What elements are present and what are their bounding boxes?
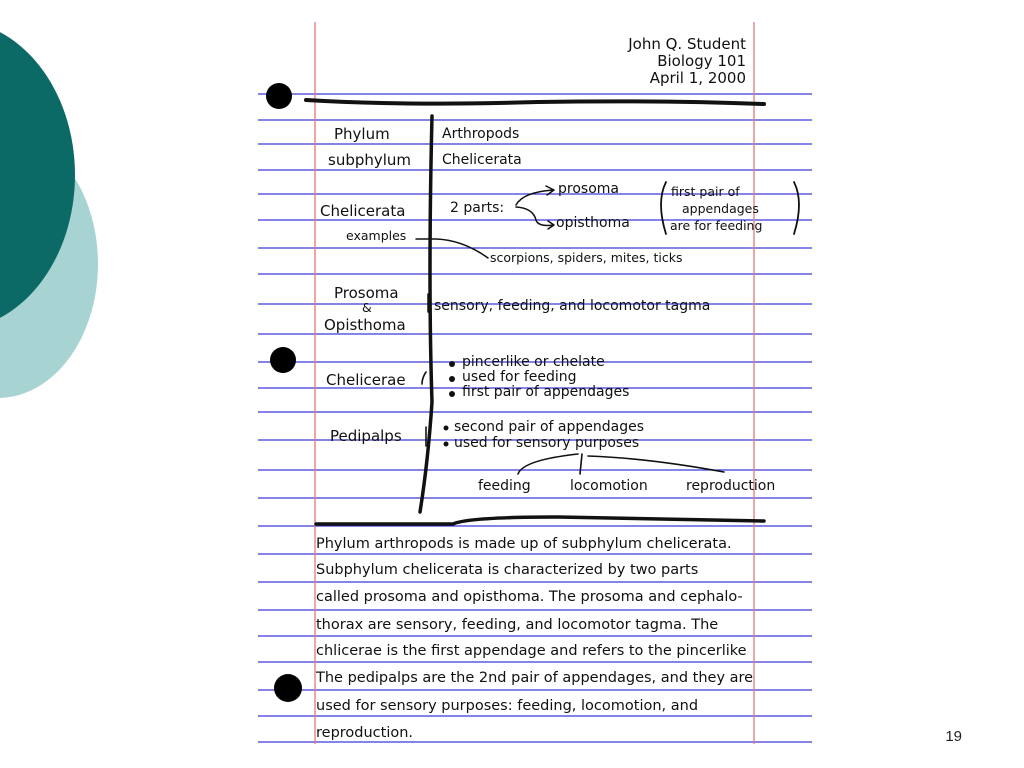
summary-line-5: chlicerae is the first appendage and refers to the pincerlike [316,643,747,659]
part-prosoma: prosoma [558,181,619,197]
label-opisthoma: Opisthoma [324,316,406,334]
summary-line-6: The pedipalps are the 2nd pair of appendages, and they are [316,670,754,686]
summary-line-4: thorax are sensory, feeding, and locomotor tagma. The [316,617,719,633]
label-phylum: Phylum [334,125,390,143]
use-feeding: feeding [478,478,531,494]
label-chelicerata: Chelicerata [320,202,406,220]
summary-line-1: Phylum arthropods is made up of subphylum chelicerata. [316,536,732,552]
note-two-parts: 2 parts: [450,200,505,216]
label-examples: examples [346,228,407,243]
slide-number: 19 [945,728,962,745]
summary-line-7: used for sensory purposes: feeding, locomotion, and [316,698,699,714]
bracket-note-1: first pair of [671,184,740,199]
use-locomotion: locomotion [570,478,648,494]
note-subphylum: Chelicerata [442,152,522,168]
chelicerae-bullet-1: pincerlike or chelate [462,354,605,370]
header-course: Biology 101 [657,52,746,70]
bracket-note-2: appendages [682,201,759,216]
note-tagma: sensory, feeding, and locomotor tagma [434,298,711,314]
summary-line-3: called prosoma and opisthoma. The prosoma and cephalo- [316,589,743,605]
summary-line-2: Subphylum chelicerata is characterized by two parts [316,562,699,578]
label-ampersand: & [362,300,372,315]
label-prosoma: Prosoma [334,284,399,302]
bracket-note-3: are for feeding [670,218,763,233]
use-reproduction: reproduction [686,478,776,494]
chelicerae-bullet-2: used for feeding [462,369,577,385]
header-date: April 1, 2000 [649,69,746,87]
label-subphylum: subphylum [328,151,412,169]
label-pedipalps: Pedipalps [330,427,402,445]
label-chelicerae: Chelicerae [326,371,406,389]
part-opisthoma: opisthoma [556,215,630,231]
chelicerae-bullet-3: first pair of appendages [462,384,630,400]
notebook-paper [258,22,812,744]
note-phylum: Arthropods [442,126,520,142]
pedipalps-bullet-2: used for sensory purposes [454,435,640,451]
summary-line-8: reproduction. [316,725,414,741]
header-name: John Q. Student [628,35,746,53]
note-examples: scorpions, spiders, mites, ticks [490,250,683,265]
pedipalps-bullet-1: second pair of appendages [454,419,644,435]
